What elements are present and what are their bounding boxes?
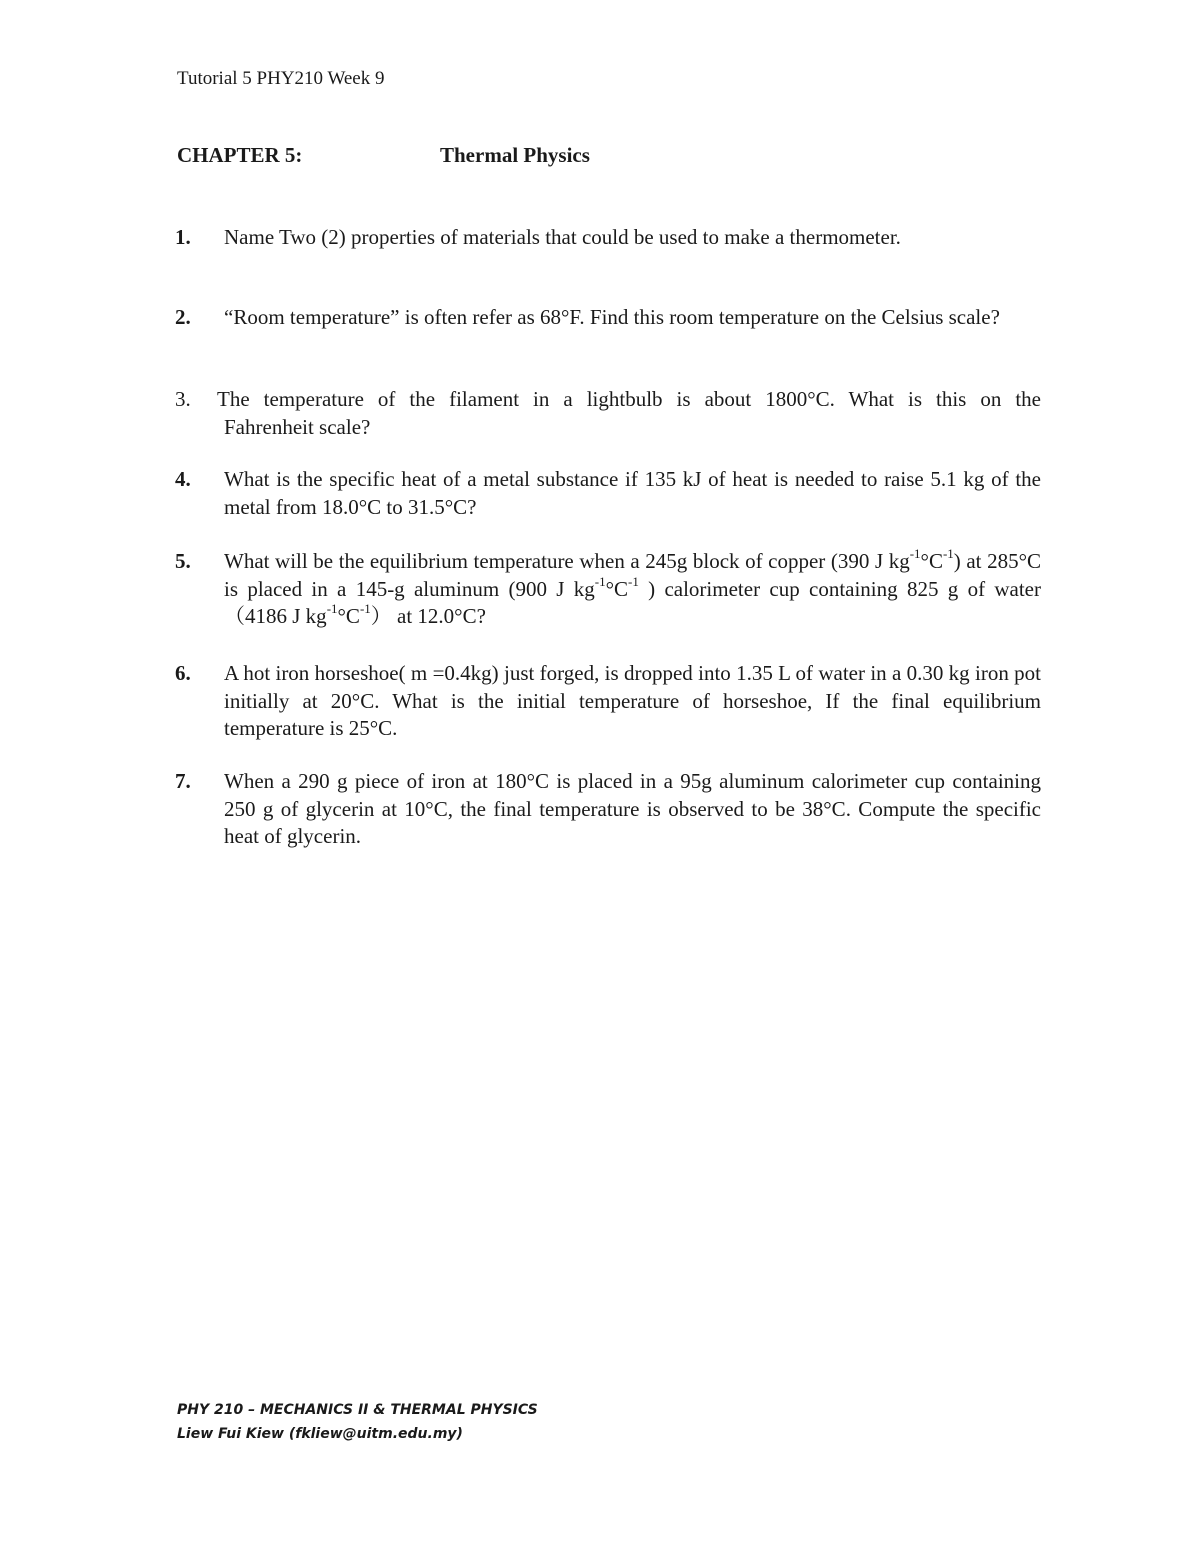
text-segment: °C (337, 604, 360, 628)
question-text (217, 386, 1041, 441)
superscript: -1 (359, 601, 371, 616)
question-number: 6. (175, 661, 191, 685)
text-segment: ) calorimeter cup containing 825 g of water （4186 J kg (224, 576, 1041, 628)
page-header: Tutorial 5 PHY210 Week 9 (177, 68, 385, 89)
question-5 (175, 548, 1041, 631)
question-text-line-1: The temperature of the filament in a lightbulb is about 1800°C. What is this on the (217, 387, 1041, 411)
question-7 (175, 768, 1041, 851)
question-2 (175, 304, 1041, 332)
question-number: 7. (175, 769, 191, 793)
page-footer (177, 1398, 538, 1446)
superscript: -1 (594, 573, 606, 589)
question-text-line-2: Fahrenheit scale? (224, 414, 371, 439)
chapter-label: CHAPTER 5: (177, 143, 303, 167)
superscript: -1 (326, 601, 338, 616)
question-text: A hot iron horseshoe( m =0.4kg) just forged, is dropped into 1.35 L of water in a 0.30 kg iron pot initially at 20°C. What is the initial temperature of horseshoe, If the final equilibrium temperature is 25°C. (224, 661, 1041, 740)
superscript: -1 (628, 573, 639, 589)
text-segment: ） at 12.0°C? (370, 604, 486, 628)
footer-course: PHY 210 – MECHANICS II & THERMAL PHYSICS (177, 1402, 538, 1418)
question-number: 3. (175, 387, 191, 411)
question-text: “Room temperature” is often refer as 68°F. Find this room temperature on the Celsius scale? (224, 305, 1000, 329)
superscript: -1 (909, 546, 921, 561)
question-text: When a 290 g piece of iron at 180°C is placed in a 95g aluminum calorimeter cup containing 250 g of glycerin at 10°C, the final temperature is observed to be 38°C. Compute the specific heat of glycerin. (224, 769, 1041, 848)
question-4 (175, 466, 1041, 521)
question-text: What is the specific heat of a metal substance if 135 kJ of heat is needed to raise 5.1 kg of the metal from 18.0°C to 31.5°C? (224, 467, 1041, 519)
text-segment: °C (605, 576, 628, 601)
text-segment: °C (920, 549, 943, 573)
chapter-heading (177, 143, 877, 168)
question-1 (175, 224, 1041, 252)
text-segment: ) at 285°C is placed in a 145-g aluminum (900 J kg (224, 549, 1042, 601)
question-text: Name Two (2) properties of materials that could be used to make a thermometer. (224, 225, 901, 249)
chapter-title: Thermal Physics (440, 143, 590, 167)
question-number: 1. (175, 225, 191, 249)
superscript: -1 (942, 546, 954, 561)
question-6 (175, 660, 1041, 743)
question-number: 4. (175, 467, 191, 491)
question-3 (175, 386, 1041, 441)
question-text (224, 548, 1041, 631)
text-segment: What will be the equilibrium temperature when a 245g block of copper (390 J kg (224, 549, 910, 573)
question-number: 2. (175, 305, 191, 329)
question-number: 5. (175, 549, 191, 573)
footer-author: Liew Fui Kiew (fkliew@uitm.edu.my) (177, 1426, 463, 1442)
